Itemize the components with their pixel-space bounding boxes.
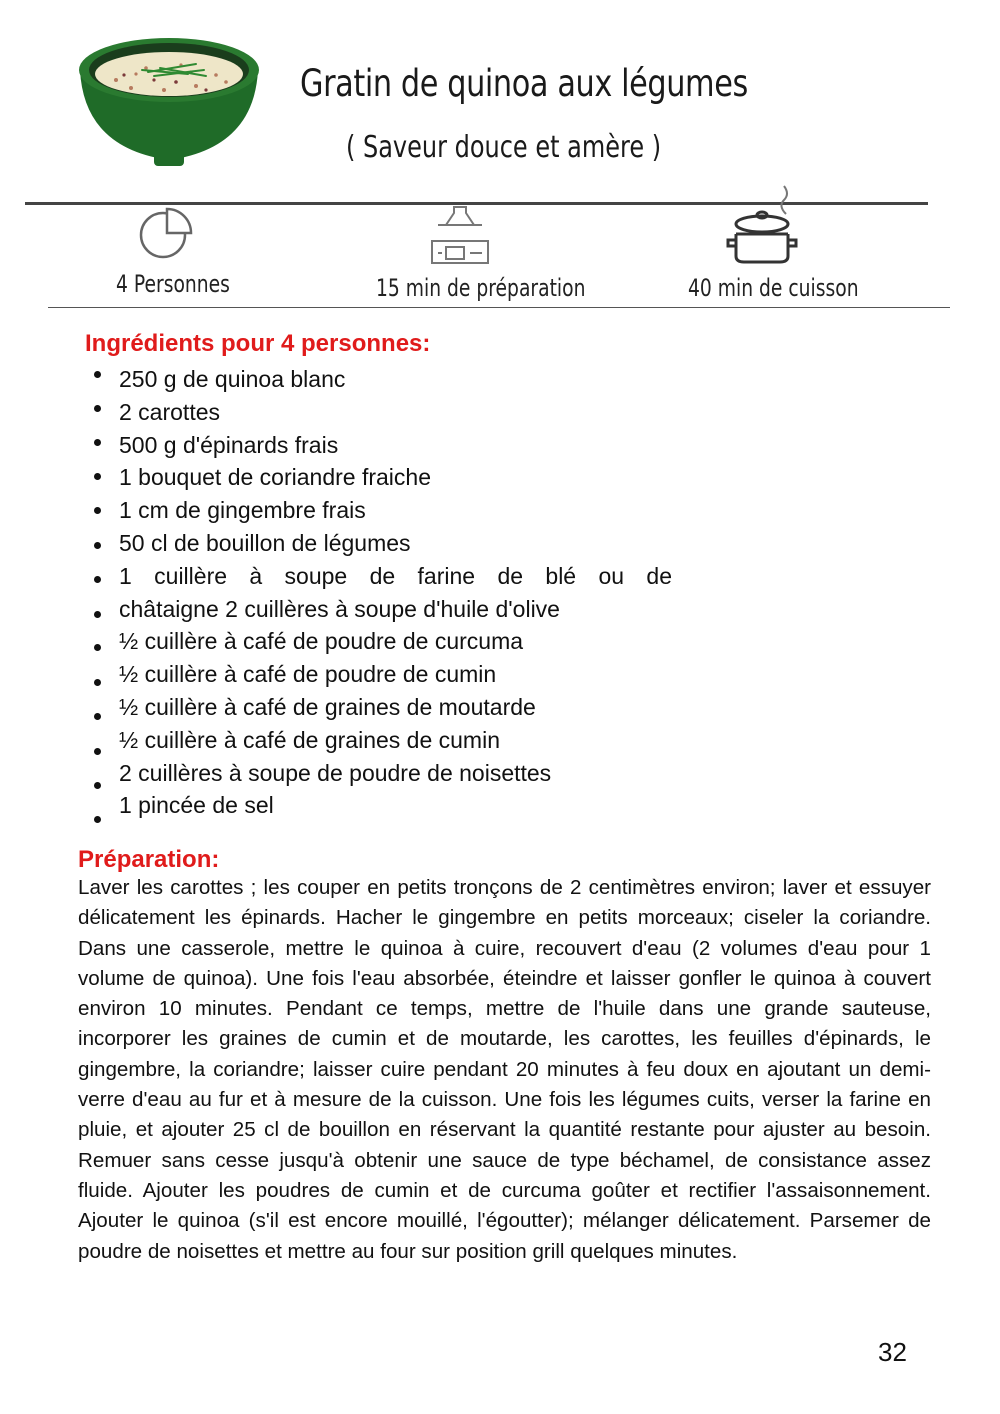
servings-label: 4 Personnes (116, 270, 230, 298)
ingredient-item: ½ cuillère à café de graines de cumin (92, 724, 672, 757)
page-number: 32 (878, 1337, 907, 1367)
meta-divider (48, 307, 950, 308)
cook-time-label: 40 min de cuisson (688, 274, 859, 302)
recipe-subtitle: ( Saveur douce et amère ) (346, 130, 662, 165)
ingredient-item: 2 carottes (92, 396, 672, 429)
ingredient-item: 1 cuillère à soupe de farine de blé ou de (92, 560, 672, 593)
ingredient-item: 50 cl de bouillon de légumes (92, 527, 672, 560)
ingredient-item: 500 g d'épinards frais (92, 429, 672, 462)
preparation-heading: Préparation: (78, 846, 220, 873)
pie-chart-icon (136, 205, 196, 261)
ingredient-item: ½ cuillère à café de graines de moutarde (92, 691, 672, 724)
ingredient-item: 1 cm de gingembre frais (92, 494, 672, 527)
ingredient-item: 250 g de quinoa blanc (92, 363, 672, 396)
prep-time-label: 15 min de préparation (376, 274, 586, 302)
kitchen-hood-icon (430, 205, 490, 267)
ingredient-item: châtaigne 2 cuillères à soupe d'huile d'olive (92, 593, 672, 626)
cooking-pot-icon (724, 184, 804, 268)
ingredients-heading: Ingrédients pour 4 personnes: (85, 330, 431, 357)
ingredient-item: 1 pincée de sel (92, 789, 672, 822)
ingredient-item: 2 cuillères à soupe de poudre de noisettes (92, 757, 672, 790)
preparation-text: Laver les carottes ; les couper en petits tronçons de 2 centimètres environ; laver et essuyer délicatement les épinards. Hacher le gingembre en petits morceaux; ciseler la coriandre. Dans une casserole, mettre le quinoa à cuire, recouvert d'eau (2 volumes d'eau pour 1 volume de quinoa). Une fois l'eau absorbée, éteindre et laisser gonfler le quinoa à couvert environ 10 minutes. Pendant ce temps, mettre de l'huile dans une grande sauteuse, incorporer les graines de cumin et de moutarde, les carottes, les feuilles d'épinards, le gingembre, la coriandre; laisser cuire pendant 20 minutes à feu doux en ajoutant un demi-verre d'eau au fur et à mesure de la cuisson. Une fois les légumes cuits, verser la farine en pluie, et ajouter 25 cl de bouillon en réservant la quantité restante pour ajuster au besoin. Remuer sans cesse jusqu'à obtenir une sauce de type béchamel, de consistance assez fluide. Ajouter les poudres de cumin et de curcuma goûter et rectifier l'assaisonnement. Ajouter le quinoa (s'il est encore mouillé, l'égoutter); mélanger délicatement. Parsemer de poudre de noisettes et mettre au four sur position grill quelques minutes. (78, 876, 931, 1263)
ingredient-item: ½ cuillère à café de poudre de curcuma (92, 625, 672, 658)
ingredient-item: 1 bouquet de coriandre fraiche (92, 461, 672, 494)
quinoa-bowl-image (76, 30, 262, 170)
ingredient-item: ½ cuillère à café de poudre de cumin (92, 658, 672, 691)
recipe-title: Gratin de quinoa aux légumes (300, 62, 748, 105)
ingredient-list (92, 363, 672, 822)
